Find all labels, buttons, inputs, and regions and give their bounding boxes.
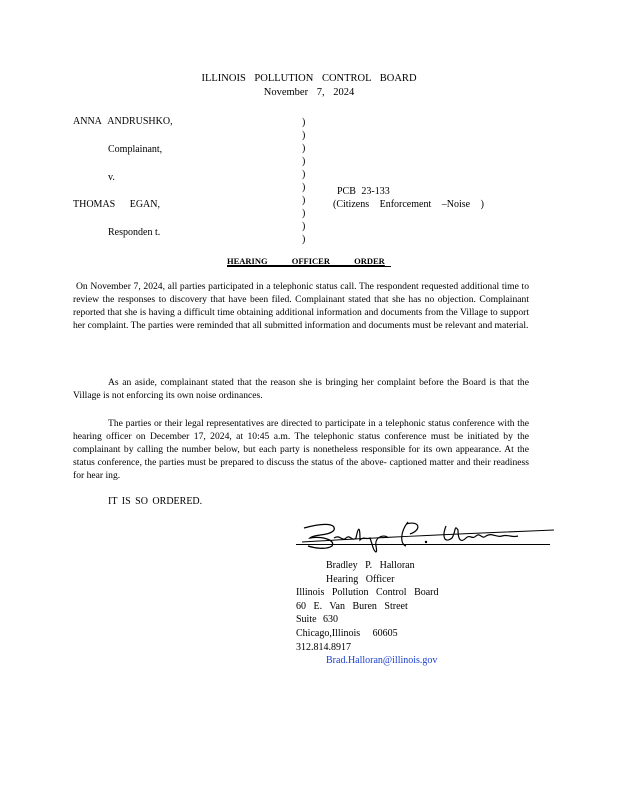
signature-line [296, 544, 550, 545]
closing-statement: IT IS SO ORDERED. [108, 496, 203, 507]
respondent-role: Responden t. [108, 227, 161, 238]
paragraph-3-text: The parties or their legal representatives are directed to participate in a telephonic status conference with the hearing officer on December 17, 2024, at 10:45 a.m. The telephonic status conference must be initiated by the complainant by calling the number below, but each party is nonetheless responsible for its own appearance. At the status conference, the parties must be prepared to discuss the status of the above- captioned matter and their readiness for hear ing. [73, 418, 529, 481]
paragraph-1-text: On November 7, 2024, all parties participated in a telephonic status call. The respondent requested additional time to review the responses to discovery that have been filed. Complainant stated that she has no objection. Complainant reported that she is having a difficult time obtaining additional information and documents from the Village to support her complaint. The parties were reminded that all submitted information and documents must be relevant and material. [73, 281, 529, 331]
order-title: HEARING OFFICER ORDER [227, 256, 385, 266]
complainant-name: ANNA ANDRUSHKO, [73, 116, 173, 127]
caption-brackets: ) ) ) ) ) ) ) ) ) ) [302, 117, 306, 245]
signer-org: Illinois Pollution Control Board [296, 587, 439, 599]
paragraph-directive [73, 417, 529, 482]
signer-title: Hearing Officer [326, 573, 395, 585]
signer-street: 60 E. Van Buren Street [296, 600, 408, 612]
paragraph-aside [73, 376, 529, 402]
agency-name: ILLINOIS POLLUTION CONTROL BOARD [201, 73, 417, 84]
versus: v. [108, 172, 115, 183]
signature-block [296, 559, 439, 668]
respondent-name: THOMAS EGAN, [73, 199, 160, 210]
signer-phone: 312.814.8917 [296, 641, 351, 653]
paragraph-status-call [73, 280, 529, 332]
signer-city: Chicago,Illinois 60605 [296, 627, 398, 639]
order-date: November 7, 2024 [263, 87, 355, 98]
case-number: PCB 23-133 [337, 186, 390, 197]
signer-name: Bradley P. Halloran [326, 560, 415, 571]
case-type: (Citizens Enforcement –Noise ) [333, 199, 484, 210]
paragraph-2-text: As an aside, complainant stated that the reason she is bringing her complaint before the Board is that the Village is not enforcing its own noise ordinances. [73, 377, 529, 401]
order-title-underline [227, 266, 391, 267]
signer-suite: Suite 630 [296, 614, 339, 626]
complainant-role: Complainant, [108, 144, 163, 155]
signer-email-link[interactable]: Brad.Halloran@illinois.gov [326, 655, 438, 667]
handwritten-signature [296, 516, 556, 558]
